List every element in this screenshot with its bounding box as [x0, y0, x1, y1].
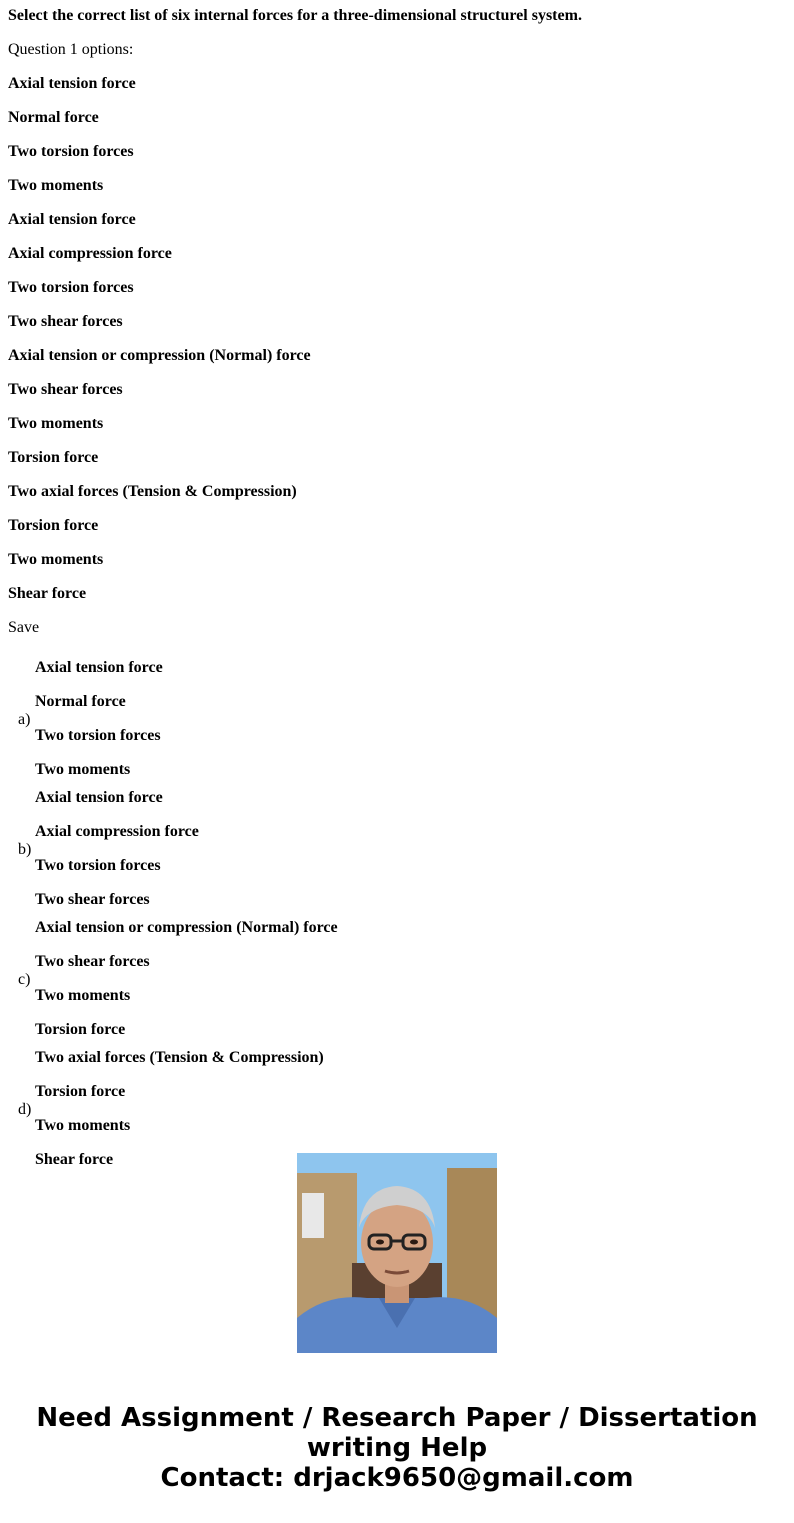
answer-line: Torsion force — [35, 1021, 126, 1038]
option-line: Shear force — [8, 585, 87, 602]
option-line: Axial tension or compression (Normal) force — [8, 347, 311, 364]
option-line: Two moments — [8, 415, 104, 432]
answer-letter: b) — [18, 841, 32, 858]
answer-line: Normal force — [35, 693, 126, 710]
answer-line: Axial tension force — [35, 789, 163, 806]
answer-line: Two moments — [35, 1117, 131, 1134]
option-line: Two moments — [8, 551, 104, 568]
option-line: Two shear forces — [8, 381, 123, 398]
answer-line: Two moments — [35, 761, 131, 778]
answer-line: Axial tension or compression (Normal) force — [35, 919, 338, 936]
option-line: Axial tension force — [8, 75, 136, 92]
answer-line: Axial compression force — [35, 823, 199, 840]
option-line: Two torsion forces — [8, 143, 134, 160]
answer-letter: c) — [18, 971, 31, 988]
answer-line: Two torsion forces — [35, 727, 161, 744]
question-options-label: Question 1 options: — [8, 41, 134, 58]
answer-letter: a) — [18, 711, 31, 728]
answer-line: Axial tension force — [35, 659, 163, 676]
footer-line-1: Need Assignment / Research Paper / Dissertation — [36, 1403, 758, 1433]
answer-line: Two torsion forces — [35, 857, 161, 874]
answer-line: Shear force — [35, 1151, 114, 1168]
answer-line: Torsion force — [35, 1083, 126, 1100]
footer-line-2: writing Help — [306, 1433, 488, 1463]
answer-line: Two shear forces — [35, 953, 150, 970]
answer-line: Two shear forces — [35, 891, 150, 908]
save-button[interactable]: Save — [8, 619, 40, 636]
avatar — [297, 1153, 497, 1353]
answer-letter: d) — [18, 1101, 32, 1118]
footer-promo — [0, 1403, 794, 1493]
option-line: Axial tension force — [8, 211, 136, 228]
answer-line: Two axial forces (Tension & Compression) — [35, 1049, 324, 1066]
option-line: Torsion force — [8, 517, 99, 534]
option-line: Torsion force — [8, 449, 99, 466]
answer-list — [0, 650, 794, 1168]
option-line: Two torsion forces — [8, 279, 134, 296]
answer-line: Two moments — [35, 987, 131, 1004]
question-title: Select the correct list of six internal forces for a three-dimensional structurel system. — [8, 7, 582, 24]
avatar-portrait-image — [297, 1153, 497, 1353]
option-line: Two shear forces — [8, 313, 123, 330]
option-line: Axial compression force — [8, 245, 172, 262]
footer-contact: Contact: drjack9650@gmail.com — [160, 1463, 634, 1493]
option-line: Two moments — [8, 177, 104, 194]
option-line: Normal force — [8, 109, 99, 126]
option-line: Two axial forces (Tension & Compression) — [8, 483, 297, 500]
